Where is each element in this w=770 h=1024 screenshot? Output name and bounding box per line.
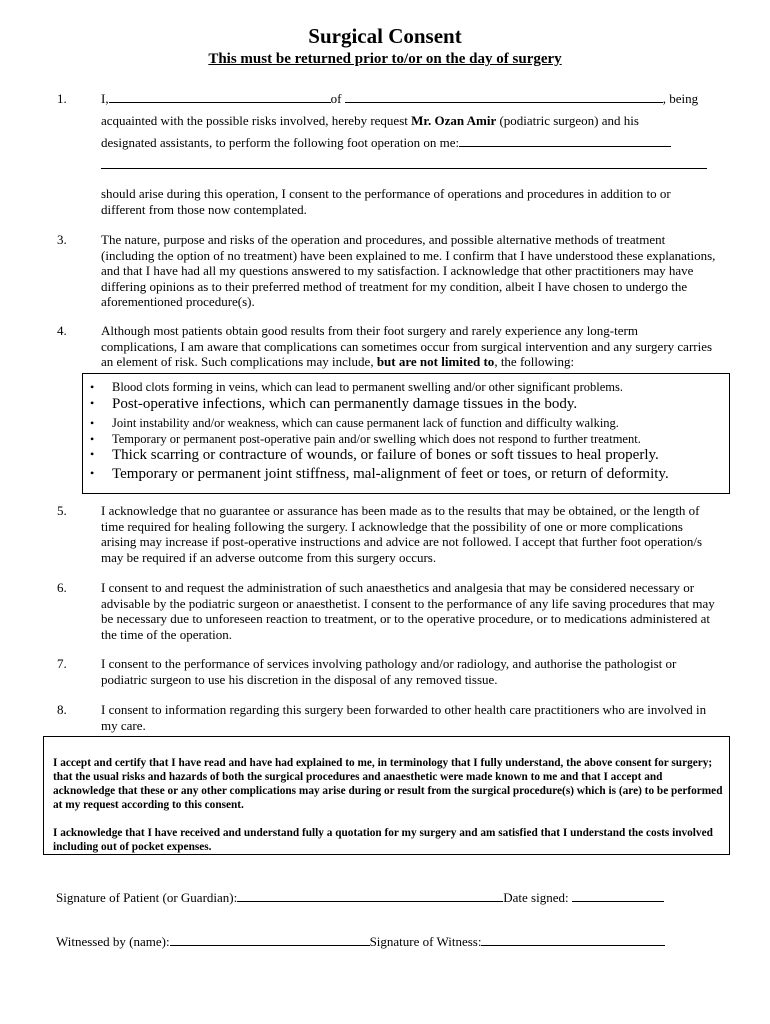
item-1-line-3-text: designated assistants, to perform the following foot operation on me:	[101, 135, 460, 150]
risks-box	[82, 373, 730, 494]
acceptance-para-1: I accept and certify that I have read and have had explained to me, in terminology that I fully understand, the above consent for surgery; that the usual risks and hazards of both the surgical procedures and anaesthetic were made known to me and that I accept and acknowledge that these or any other complications may arise during or result from the surgical procedure(s) which is (are) to be performed at my request according to this consent.	[53, 757, 723, 811]
item-4-text-bold: but are not limited to	[376, 354, 495, 369]
bullet-icon: •	[90, 432, 95, 446]
risk-item-text: Temporary or permanent post-operative pain and/or swelling which does not respond to further treatment.	[112, 432, 641, 446]
risk-item	[90, 380, 623, 395]
item-2-text: should arise during this operation, I consent to the performance of operations and procedures in addition to or different from those now contemplated.	[101, 186, 671, 217]
item-5-text: I acknowledge that no guarantee or assurance has been made as to the results that may be obtained, or the length of time required for healing following the surgery. I acknowledge that the possibility of one or more complications arising may increase if post-operative instructions and advice are not followed. I accept that further foot operation/s may be required if an adverse outcome from this surgery occurs.	[101, 503, 703, 565]
witness-name-label: Witnessed by (name):	[56, 934, 170, 949]
item-4-text-post: , the following:	[494, 354, 575, 369]
bullet-icon: •	[90, 380, 95, 394]
witness-signature-field[interactable]	[481, 934, 665, 946]
bullet-icon: •	[90, 416, 95, 430]
patient-address-field[interactable]	[345, 91, 663, 103]
item-1-of-label: of	[330, 91, 342, 106]
item-6-number: 6.	[57, 580, 67, 595]
item-4-text-pre: Although most patients obtain good results from their foot surgery and rarely experience any long-term complications, I am aware that complications can sometimes occur from surgical intervention and any surgery carries an element of risk. Such complications may include,	[101, 323, 713, 369]
item-4-text	[101, 323, 716, 370]
item-1-line-2	[101, 113, 639, 129]
patient-signature-field[interactable]	[237, 890, 503, 902]
item-1-being: , being	[662, 91, 699, 106]
bullet-icon: •	[90, 447, 95, 461]
risk-item-text: Temporary or permanent joint stiffness, mal-alignment of feet or toes, or return of deformity.	[112, 466, 669, 482]
risk-item	[90, 432, 641, 447]
witness-name-field[interactable]	[170, 934, 370, 946]
risk-item-text: Blood clots forming in veins, which can lead to permanent swelling and/or other significant problems.	[112, 380, 623, 394]
item-1-line-2-pre: acquainted with the possible risks involved, hereby request	[101, 113, 412, 128]
item-6-text: I consent to and request the administration of such anaesthetics and analgesia that may be considered necessary or advisable by the podiatric surgeon or anaesthetist. I consent to the performance of any life saving procedures that may be necessary due to unforeseen reaction to treatment, or to the operative procedure, or to medications administered at the time of the operation.	[101, 580, 715, 642]
risk-item	[90, 447, 659, 464]
operation-field[interactable]	[459, 135, 671, 147]
page-subtitle: This must be returned prior to/or on the day of surgery	[208, 51, 562, 67]
date-signed-field[interactable]	[572, 890, 664, 902]
signature-row-2	[56, 934, 665, 950]
signature-row-1	[56, 890, 664, 906]
item-1-line-3	[101, 135, 671, 151]
item-1-line-2-post: (podiatric surgeon) and his	[496, 113, 639, 128]
item-7-text: I consent to the performance of services involving pathology and/or radiology, and authorise the pathologist or podiatric surgeon to use his discretion in the disposal of any removed tissue.	[101, 656, 677, 687]
bullet-icon: •	[90, 396, 95, 410]
risk-item	[90, 416, 619, 431]
risk-item-text: Joint instability and/or weakness, which can cause permanent lack of function and difficulty walking.	[112, 416, 619, 430]
risk-item-text: Post-operative infections, which can permanently damage tissues in the body.	[112, 396, 578, 412]
witness-signature-label: Signature of Witness:	[369, 934, 482, 949]
acceptance-box	[43, 736, 730, 855]
patient-name-field[interactable]	[109, 91, 331, 103]
acceptance-para-2: I acknowledge that I have received and understand fully a quotation for my surgery and am satisfied that I understand the costs involved including out of pocket expenses.	[53, 827, 713, 853]
risk-item	[90, 466, 669, 483]
item-5-number: 5.	[57, 503, 67, 518]
item-7-number: 7.	[57, 656, 67, 671]
patient-signature-label: Signature of Patient (or Guardian):	[56, 890, 238, 905]
date-signed-label: Date signed:	[503, 890, 569, 905]
item-3-number: 3.	[57, 232, 67, 247]
item-1-line-1	[101, 91, 698, 107]
item-8-number: 8.	[57, 702, 67, 717]
risk-item	[90, 396, 578, 413]
bullet-icon: •	[90, 466, 95, 480]
surgeon-name: Mr. Ozan Amir	[411, 113, 497, 128]
item-1-i-prefix: I,	[101, 91, 109, 106]
item-4-number: 4.	[57, 323, 67, 338]
item-3-text: The nature, purpose and risks of the operation and procedures, and possible alternative methods of treatment (including the option of no treatment) have been explained to me. I confirm that I have understood these explanations, and that I have had all my questions answered to my satisfaction. I acknowledge that other practitioners may have differing opinions as to their preferred method of treatment for my condition, albeit I have chosen to undergo the aforementioned procedure(s).	[101, 232, 716, 309]
item-1-number: 1.	[57, 91, 67, 106]
risk-item-text: Thick scarring or contracture of wounds, or failure of bones or soft tissues to heal properly.	[112, 447, 659, 463]
operation-field-line-2[interactable]	[101, 162, 707, 169]
item-8-text: I consent to information regarding this surgery been forwarded to other health care practitioners who are involved in my care.	[101, 702, 707, 733]
page-title: Surgical Consent	[308, 24, 462, 48]
